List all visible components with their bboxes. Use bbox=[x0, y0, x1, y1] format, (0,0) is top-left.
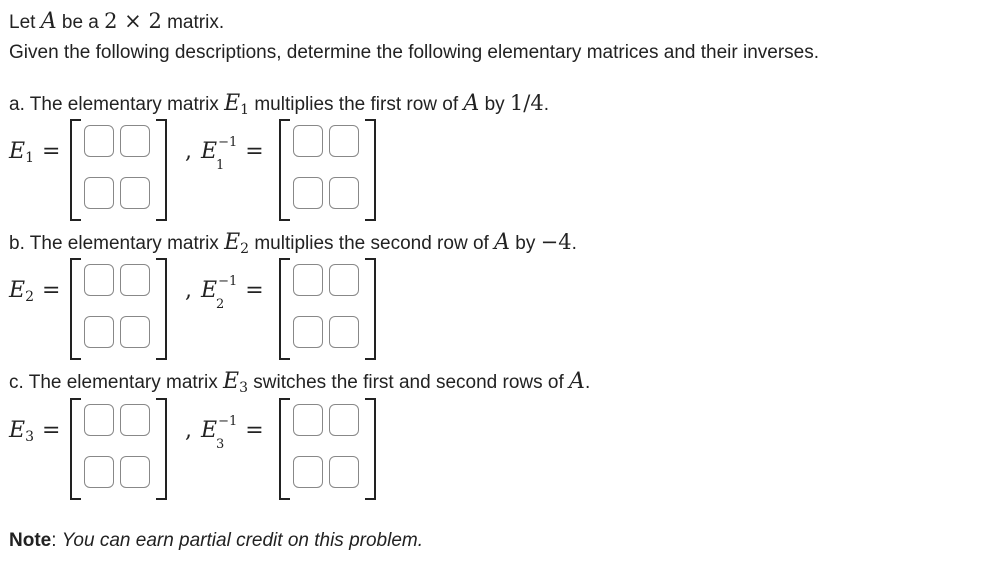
e2inv-cell-2-2[interactable] bbox=[329, 316, 359, 348]
e3inv-cell-2-2[interactable] bbox=[329, 456, 359, 488]
e-symbol: E bbox=[9, 418, 26, 443]
intro-text: Let bbox=[9, 12, 41, 33]
e-symbol: E bbox=[9, 139, 26, 164]
matrix-symbol: A bbox=[463, 91, 480, 116]
e1inv-cell-2-2[interactable] bbox=[329, 177, 359, 209]
note-colon: : bbox=[51, 530, 57, 551]
left-bracket bbox=[279, 119, 290, 221]
e2-cell-2-2[interactable] bbox=[120, 316, 150, 348]
intro-line-1 bbox=[9, 9, 224, 35]
e3inv-cell-2-1[interactable] bbox=[293, 456, 323, 488]
equals-sign: = bbox=[41, 139, 61, 164]
e-symbol: E bbox=[9, 278, 26, 303]
e2-cell-2-1[interactable] bbox=[84, 316, 114, 348]
prompt-text: by bbox=[509, 233, 541, 254]
note-label: Note bbox=[9, 530, 52, 551]
matrix-symbol: A bbox=[494, 230, 510, 255]
prompt-text: a. The elementary matrix bbox=[9, 94, 225, 115]
e2-cell-1-1[interactable] bbox=[84, 264, 114, 296]
e-subscript: 1 bbox=[216, 158, 225, 173]
prompt-text: multiplies the second row of bbox=[249, 233, 495, 254]
left-bracket bbox=[70, 119, 81, 221]
e-subscript: 3 bbox=[25, 429, 34, 445]
e-symbol: E bbox=[223, 369, 240, 394]
e3inv-cell-1-1[interactable] bbox=[293, 404, 323, 436]
e3-lhs bbox=[9, 417, 60, 451]
equals-sign: = bbox=[41, 278, 61, 303]
e-symbol: E bbox=[224, 230, 241, 255]
part-b bbox=[9, 230, 629, 370]
e2-cell-1-2[interactable] bbox=[120, 264, 150, 296]
note-text: You can earn partial credit on this problem. bbox=[61, 530, 424, 551]
prompt-text: multiplies the first row of bbox=[249, 94, 464, 115]
e1-cell-1-2[interactable] bbox=[120, 125, 150, 157]
e1inv-cell-2-1[interactable] bbox=[293, 177, 323, 209]
prompt-text: by bbox=[479, 94, 510, 115]
e1inv-cell-1-1[interactable] bbox=[293, 125, 323, 157]
left-bracket bbox=[279, 398, 290, 500]
e-symbol: E bbox=[224, 91, 241, 116]
e-subscript: 1 bbox=[25, 150, 34, 166]
e-symbol: E bbox=[201, 278, 218, 303]
left-bracket bbox=[70, 398, 81, 500]
intro-line-2: Given the following descriptions, determine the following elementary matrices and their inverses. bbox=[9, 42, 820, 63]
prompt-text: switches the first and second rows of bbox=[248, 372, 570, 393]
e-subscript: 2 bbox=[25, 289, 34, 305]
intro-text: be a bbox=[56, 12, 105, 33]
right-bracket bbox=[365, 258, 376, 360]
e-symbol: E bbox=[201, 139, 218, 164]
scalar-value: −4 bbox=[540, 230, 572, 254]
e3-cell-1-2[interactable] bbox=[120, 404, 150, 436]
right-bracket bbox=[365, 119, 376, 221]
part-a-prompt bbox=[9, 91, 549, 122]
e1-inverse-lhs bbox=[201, 135, 264, 173]
prompt-text: b. The elementary matrix bbox=[9, 233, 225, 254]
comma: , bbox=[185, 139, 192, 164]
e-subscript: 1 bbox=[240, 102, 250, 118]
e1-cell-1-1[interactable] bbox=[84, 125, 114, 157]
part-c bbox=[9, 370, 629, 510]
e-subscript: 3 bbox=[239, 380, 248, 396]
comma: , bbox=[185, 418, 192, 443]
e2inv-cell-2-1[interactable] bbox=[293, 316, 323, 348]
e-symbol: E bbox=[201, 418, 218, 443]
e3inv-cell-1-2[interactable] bbox=[329, 404, 359, 436]
e2-inverse-lhs bbox=[201, 274, 264, 312]
part-a bbox=[9, 91, 629, 231]
prompt-text: c. The elementary matrix bbox=[9, 372, 224, 393]
e2-lhs bbox=[9, 277, 60, 311]
e3-inverse-lhs bbox=[201, 414, 264, 452]
equals-sign: = bbox=[245, 418, 264, 443]
note bbox=[9, 529, 423, 553]
equals-sign: = bbox=[245, 139, 264, 164]
comma: , bbox=[185, 278, 192, 303]
e-subscript: 2 bbox=[216, 297, 225, 312]
e3-cell-1-1[interactable] bbox=[84, 404, 114, 436]
equals-sign: = bbox=[41, 418, 61, 443]
scalar-value: 1/4 bbox=[509, 91, 544, 115]
inverse-superscript: −1 bbox=[218, 135, 238, 150]
matrix-symbol: A bbox=[569, 369, 585, 394]
e-subscript: 3 bbox=[216, 437, 225, 452]
right-bracket bbox=[156, 258, 167, 360]
left-bracket bbox=[279, 258, 290, 360]
inverse-superscript: −1 bbox=[218, 274, 238, 289]
e3-cell-2-1[interactable] bbox=[84, 456, 114, 488]
e1inv-cell-1-2[interactable] bbox=[329, 125, 359, 157]
prompt-text: . bbox=[543, 94, 549, 115]
matrix-size: 2 × 2 bbox=[104, 9, 162, 33]
right-bracket bbox=[156, 119, 167, 221]
e1-lhs bbox=[9, 138, 60, 172]
part-b-prompt bbox=[9, 230, 577, 261]
e2inv-cell-1-2[interactable] bbox=[329, 264, 359, 296]
prompt-text: . bbox=[584, 372, 591, 393]
prompt-text: . bbox=[571, 233, 577, 254]
inverse-superscript: −1 bbox=[218, 414, 238, 429]
e2inv-cell-1-1[interactable] bbox=[293, 264, 323, 296]
right-bracket bbox=[156, 398, 167, 500]
matrix-symbol: A bbox=[40, 9, 57, 34]
e-subscript: 2 bbox=[240, 241, 250, 257]
e1-cell-2-2[interactable] bbox=[120, 177, 150, 209]
e3-cell-2-2[interactable] bbox=[120, 456, 150, 488]
part-c-prompt bbox=[9, 370, 590, 400]
intro-text: matrix. bbox=[161, 12, 225, 33]
left-bracket bbox=[70, 258, 81, 360]
right-bracket bbox=[365, 398, 376, 500]
equals-sign: = bbox=[245, 278, 264, 303]
e1-cell-2-1[interactable] bbox=[84, 177, 114, 209]
